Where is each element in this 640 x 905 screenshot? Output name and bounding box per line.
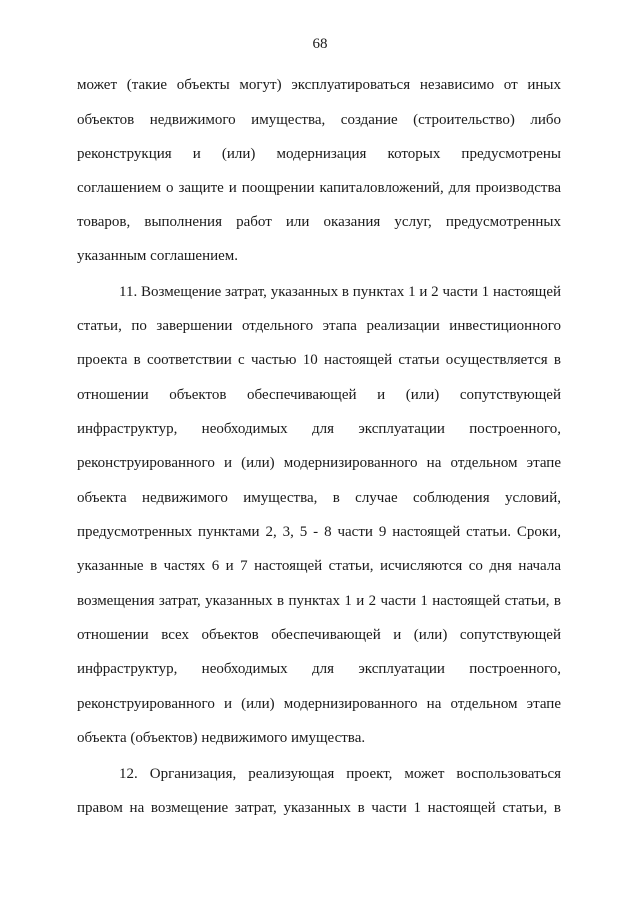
text-line: объекта (объектов) недвижимого имущества. xyxy=(77,730,366,746)
text-line: проекта в соответствии с частью 10 настоящей статьи осуществляется в xyxy=(77,352,561,368)
text-line: указанным соглашением. xyxy=(77,248,239,264)
text-line: отношении объектов обеспечивающей и (или) сопутствующей xyxy=(77,387,561,403)
text-line: возмещения затрат, указанных в пунктах 1 и 2 части 1 настоящей статьи, в xyxy=(77,593,561,609)
text-line: может (такие объекты могут) эксплуатироваться независимо от иных xyxy=(77,77,561,93)
text-line: объектов недвижимого имущества, создание (строительство) либо xyxy=(77,112,561,128)
text-line: правом на возмещение затрат, указанных в части 1 настоящей статьи, в xyxy=(77,800,561,816)
text-line: отношении всех объектов обеспечивающей и (или) сопутствующей xyxy=(77,627,561,643)
text-line: статьи, по завершении отдельного этапа реализации инвестиционного xyxy=(77,318,561,334)
page-number: 68 xyxy=(312,36,328,52)
text-line: реконструированного и (или) модернизированного на отдельном этапе xyxy=(77,455,561,471)
text-line: товаров, выполнения работ или оказания услуг, предусмотренных xyxy=(77,214,561,230)
text-line: инфраструктур, необходимых для эксплуатации построенного, xyxy=(77,661,561,677)
text-line: предусмотренных пунктами 2, 3, 5 - 8 части 9 настоящей статьи. Сроки, xyxy=(77,524,561,540)
text-line: указанные в частях 6 и 7 настоящей статьи, исчисляются со дня начала xyxy=(77,558,561,574)
text-line: реконструкция и (или) модернизация которых предусмотрены xyxy=(77,146,561,162)
text-line: объекта недвижимого имущества, в случае соблюдения условий, xyxy=(77,490,561,506)
text-line: 11. Возмещение затрат, указанных в пунктах 1 и 2 части 1 настоящей xyxy=(119,284,561,300)
text-line: 12. Организация, реализующая проект, может воспользоваться xyxy=(119,766,561,782)
text-line: реконструированного и (или) модернизированного на отдельном этапе xyxy=(77,696,561,712)
text-line: соглашением о защите и поощрении капиталовложений, для производства xyxy=(77,180,561,196)
text-line: инфраструктур, необходимых для эксплуатации построенного, xyxy=(77,421,561,437)
